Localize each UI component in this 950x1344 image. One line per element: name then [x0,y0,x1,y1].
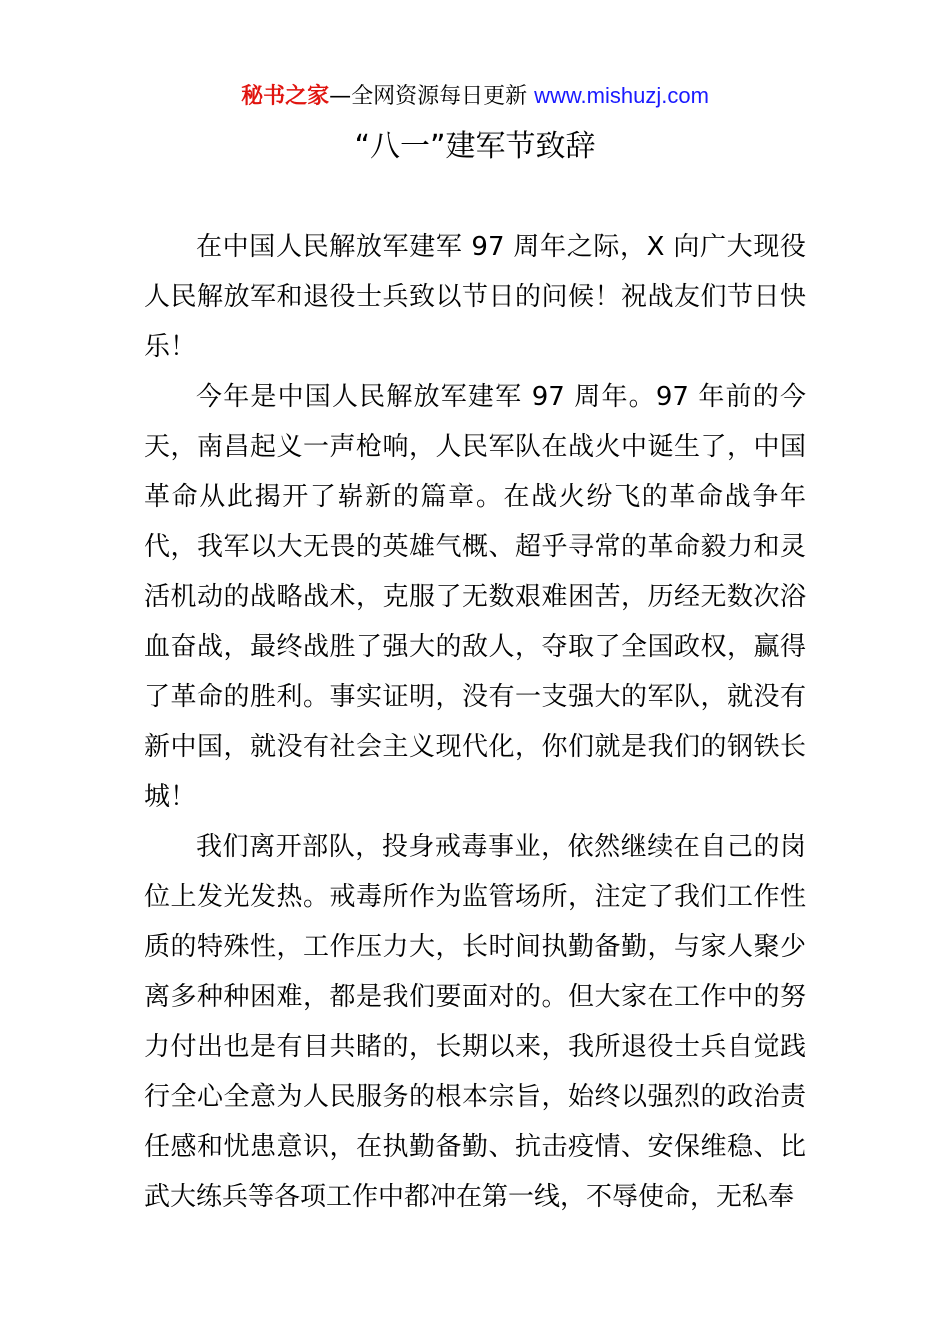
document-body [144,222,806,1222]
paragraph-2: 今年是中国人民解放军建军 97 周年。97 年前的今天，南昌起义一声枪响，人民军队在战火中诞生了，中国革命从此揭开了崭新的篇章。在战火纷飞的革命战争年代，我军以大无畏的英雄气概、超乎寻常的革命毅力和灵活机动的战略战术，克服了无数艰难困苦，历经无数次浴血奋战，最终战胜了强大的敌人，夺取了全国政权，赢得了革命的胜利。事实证明，没有一支强大的军队，就没有新中国，就没有社会主义现代化，你们就是我们的钢铁长城！ [144,382,806,812]
header-tagline: —全网资源每日更新 [329,84,535,109]
paragraph-3: 我们离开部队，投身戒毒事业，依然继续在自己的岗位上发光发热。戒毒所作为监管场所，注定了我们工作性质的特殊性，工作压力大，长时间执勤备勤，与家人聚少离多种种困难，都是我们要面对的。但大家在工作中的努力付出也是有目共睹的，长期以来，我所退役士兵自觉践行全心全意为人民服务的根本宗旨，始终以强烈的政治责任感和忧患意识，在执勤备勤、抗击疫情、安保维稳、比武大练兵等各项工作中都冲在第一线，不辱使命，无私奉 [144,832,806,1212]
brand-name: 秘书之家 [241,84,330,109]
document-title: “八一”建军节致辞 [354,129,596,164]
paragraph-1: 在中国人民解放军建军 97 周年之际，X 向广大现役人民解放军和退役士兵致以节日的问候！祝战友们节日快乐！ [144,232,806,362]
site-header [0,80,950,113]
site-url-link[interactable]: www.mishuzj.com [534,83,709,108]
